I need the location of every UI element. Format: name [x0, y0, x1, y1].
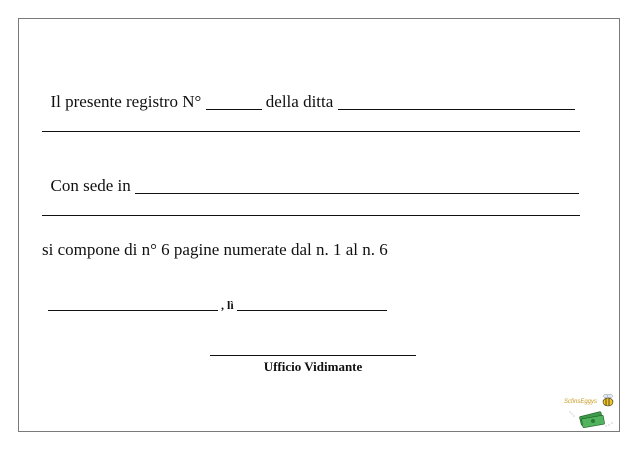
bee-icon	[603, 394, 613, 406]
headquarters-continuation-blank	[42, 215, 580, 216]
headquarters-label: Con sede in	[50, 176, 136, 195]
place-date-separator: , lì	[218, 298, 237, 312]
date-blank	[237, 298, 387, 311]
signature-line	[210, 355, 416, 356]
office-label: Ufficio Vidimante	[263, 359, 363, 374]
page-count-statement: si compone di n° 6 pagine numerate dal n. 1 al n. 6	[42, 240, 388, 259]
headquarters-blank	[135, 177, 579, 194]
register-number-blank	[206, 93, 262, 110]
register-number-line	[42, 72, 575, 112]
brand-logo	[562, 392, 618, 432]
place-blank	[48, 298, 218, 311]
register-number-prefix: Il presente registro N°	[50, 92, 206, 111]
money-stack-icon	[579, 411, 604, 427]
company-name-blank	[338, 93, 575, 110]
brand-logo-text: ScfinsEggys	[564, 399, 598, 405]
headquarters-line	[42, 156, 579, 196]
company-label: della ditta	[261, 92, 338, 111]
place-date-line	[42, 281, 387, 313]
company-continuation-blank	[42, 131, 580, 132]
